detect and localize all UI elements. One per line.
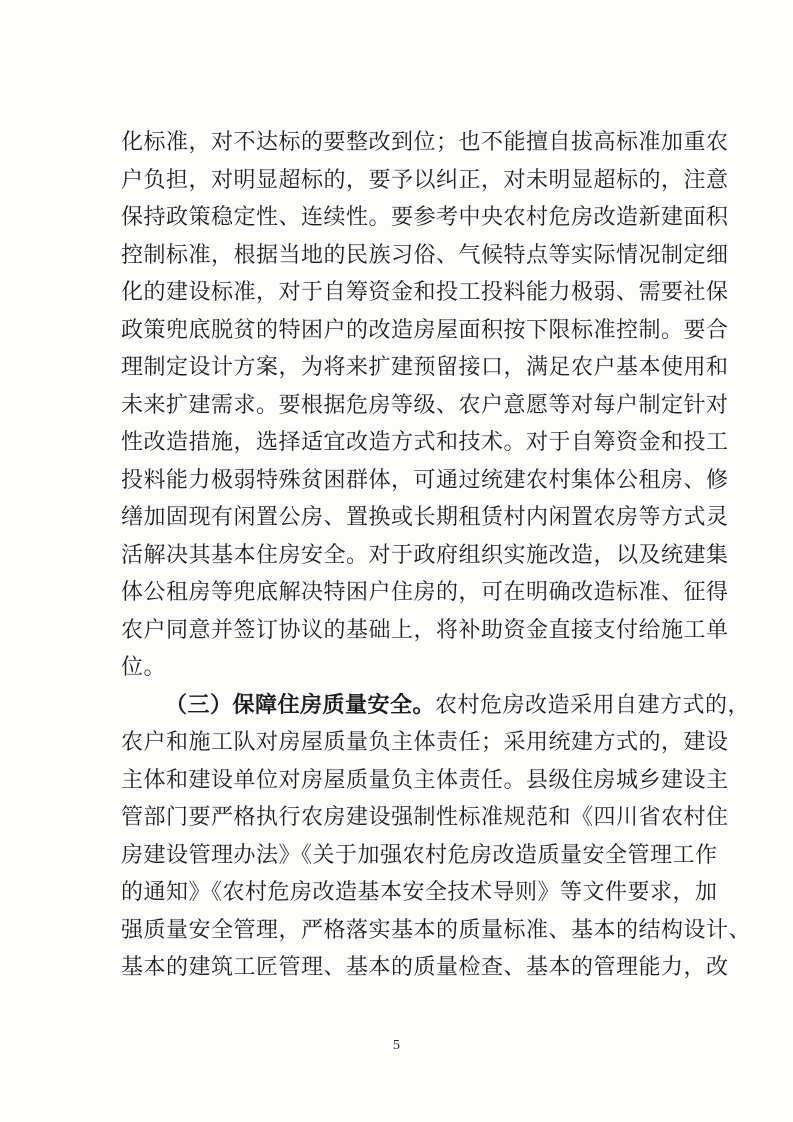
- text-line: 农户同意并签订协议的基础上，将补助资金直接支付给施工单: [121, 617, 729, 643]
- text-line: 投料能力极弱特殊贫困群体，可通过统建农村集体公租房、修: [121, 467, 729, 493]
- text-line: 管部门要严格执行农房建设强制性标准规范和《四川省农村住: [121, 805, 729, 830]
- text-line: 性改造措施，选择适宜改造方式和技术。对于自筹资金和投工: [121, 430, 729, 455]
- section-heading: （三）保障住房质量安全。: [165, 691, 436, 718]
- text-line: 控制标准，根据当地的民族习俗、气候特点等实际情况制定细: [121, 242, 729, 268]
- text-line: 缮加固现有闲置公房、置换或长期租赁村内闲置农房等方式灵: [121, 505, 729, 530]
- text-line: 化的建设标准，对于自筹资金和投工投料能力极弱、需要社保: [121, 280, 729, 305]
- body-text: [121, 124, 752, 987]
- text-line: 户负担，对明显超标的，要予以纠正，对未明显超标的，注意: [121, 167, 729, 193]
- text-line: 理制定设计方案，为将来扩建预留接口，满足农户基本使用和: [121, 355, 729, 380]
- text-line: 政策兜底脱贫的特困户的改造房屋面积按下限标准控制。要合: [121, 317, 729, 343]
- text-line: 主体和建设单位对房屋质量负主体责任。县级住房城乡建设主: [121, 767, 729, 793]
- text-line: 活解决其基本住房安全。对于政府组织实施改造，以及统建集: [121, 542, 729, 568]
- text-line: 体公租房等兜底解决特困户住房的，可在明确改造标准、征得: [121, 580, 729, 605]
- text-line: 强质量安全管理，严格落实基本的质量标准、基本的结构设计、: [121, 917, 752, 943]
- text-line: 未来扩建需求。要根据危房等级、农户意愿等对每户制定针对: [121, 392, 729, 418]
- section-heading-line: [121, 687, 751, 725]
- text-line: 的通知》《农村危房改造基本安全技术导则》等文件要求，加: [121, 880, 718, 905]
- text-line: 农户和施工队对房屋质量负主体责任；采用统建方式的，建设: [121, 730, 729, 755]
- text-line: 保持政策稳定性、连续性。要参考中央农村危房改造新建面积: [121, 205, 729, 230]
- text-line: 基本的建筑工匠管理、基本的质量检查、基本的管理能力，改: [121, 955, 729, 980]
- text-line: 化标准，对不达标的要整改到位；也不能擅自拔高标准加重农: [121, 130, 729, 155]
- text-line: 位。: [121, 655, 167, 680]
- heading-line-rest: 农村危房改造采用自建方式的，: [435, 692, 751, 718]
- page-number: 5: [393, 1038, 400, 1053]
- text-line: 房建设管理办法》《关于加强农村危房改造质量安全管理工作: [121, 842, 718, 868]
